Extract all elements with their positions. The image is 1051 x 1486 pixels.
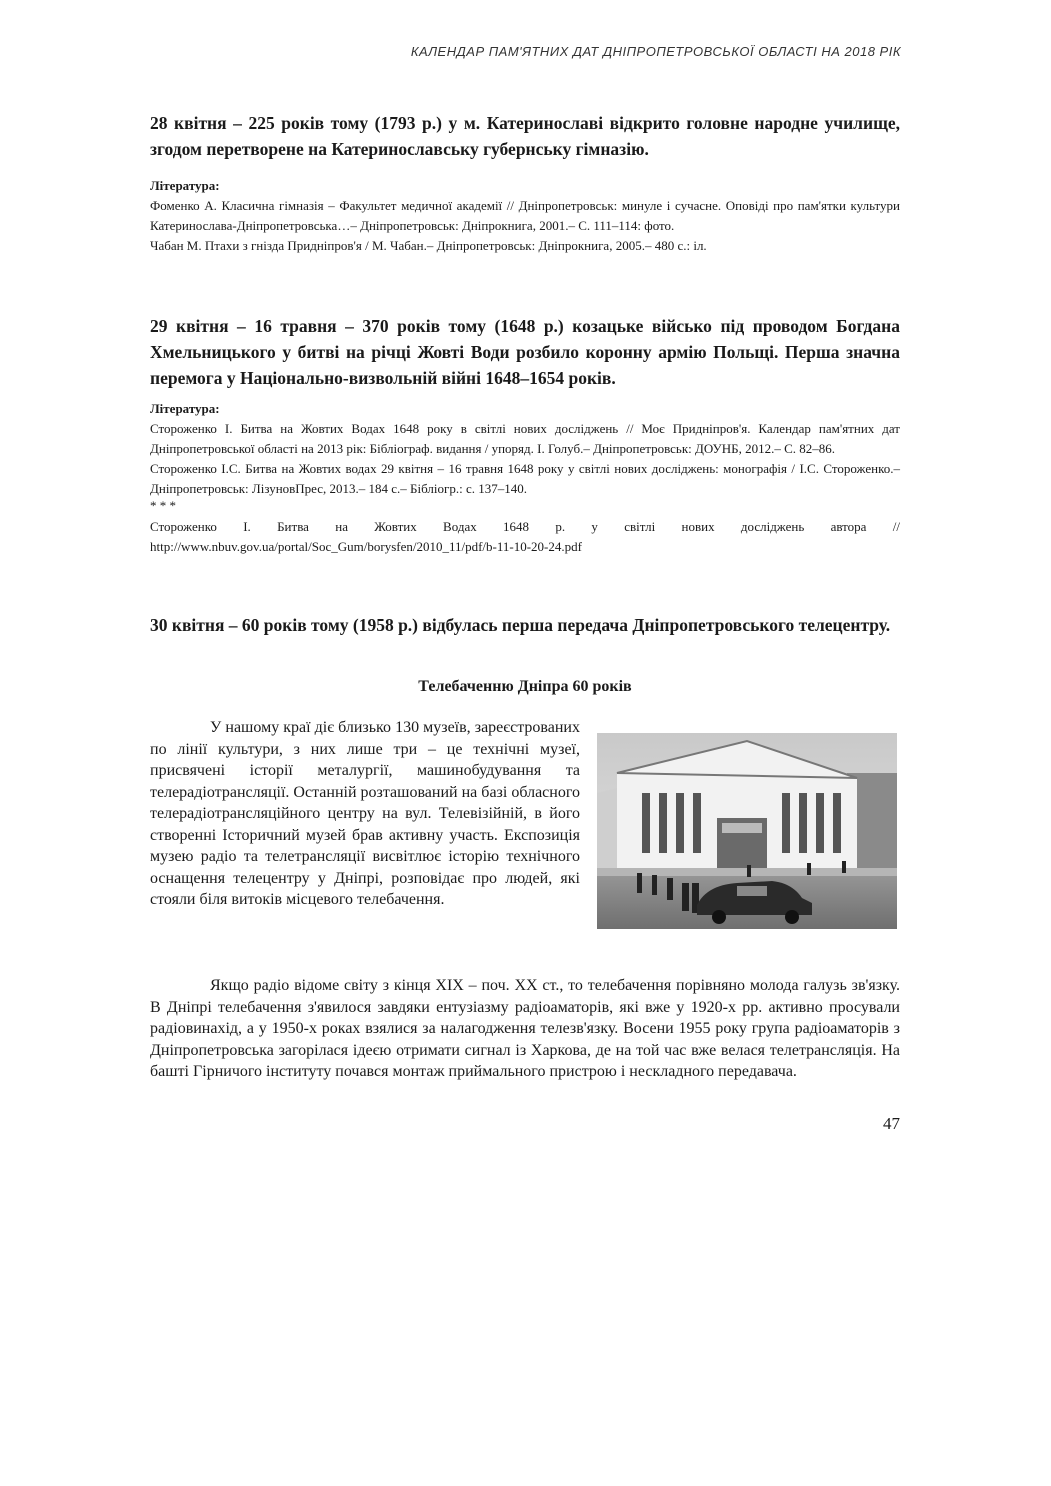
paragraph-text: Якщо радіо відоме світу з кінця XIX – поч. XX ст., то телебачення порівняно молода галузь зв'язку. В Дніпрі телебачення з'явилося завдяки ентузіазму радіоаматорів, які вже у 1920-х рр. активно просували радіовинахід, а у 1950-х роках взялися за налагодження телезв'язку. Восени 1955 року група радіоаматорів з Дніпропетровська загорілася ідеєю отримати сигнал із Харкова, де на той час вже велася телетрансляція. На башті Гірничого інституту почався монтаж приймального пристрою і нескладного передавача. [150,977,900,1080]
building-photo-illustration [597,733,897,929]
literature-item: Стороженко І. Битва на Жовтих Водах 1648 р. у світлі нових досліджень автора // http://www.nbuv.gov.ua/portal/Soc_Gum/borysfen/2010_11/pdf/b-11-10-20-24.pdf [150,519,900,554]
literature-item: Стороженко І.С. Битва на Жовтих водах 29 квітня – 16 травня 1648 року у світлі нових досліджень: монографія / І.С. Стороженко.– Дніпропетровськ: ЛізуновПрес, 2013.– 184 с.– Бібліогр.: с. 137–140. [150,461,900,496]
event-title-2: 29 квітня – 16 травня – 370 років тому (1648 р.) козацьке військо під проводом Богдана Хмельницького у битві на річці Жовті Води розбило коронну армію Польщі. Перша значна перемога у Національно-визвольній війні 1648–1654 років. [150,316,900,388]
event-title-1: 28 квітня – 225 років тому (1793 р.) у м. Катеринославі відкрито головне народне училище, згодом перетворене на Катеринославську губернську гімназію. [150,113,900,159]
literature-block-2 [150,399,900,557]
literature-item: Чабан М. Птахи з гнізда Придніпров'я / М. Чабан.– Дніпропетровськ: Дніпрокнига, 2005.– 480 с.: іл. [150,238,707,253]
tv-center-photo [597,733,897,929]
literature-heading: Література: [150,178,220,193]
literature-item: Стороженко І. Битва на Жовтих Водах 1648 року в світлі нових досліджень // Моє Придніпров'я. Календар пам'ятних дат Дніпропетровської області на 2013 рік: Бібліограф. видання / упоряд. І. Голуб.– Дніпропетровськ: ДОУНБ, 2012.– С. 82–86. [150,421,900,456]
page-number: 47 [883,1114,900,1133]
literature-item: Фоменко А. Класична гімназія – Факультет медичної академії // Дніпропетровськ: минуле і сучасне. Оповіді про пам'ятки культури Катеринослава-Дніпропетровська…– Дніпропетровськ: Дніпрокнига, 2001.– С. 111–114: фото. [150,198,900,233]
separator-stars: * * * [150,498,176,513]
article-paragraph-1 [150,717,580,911]
literature-heading: Література: [150,401,220,416]
paragraph-text: У нашому краї діє близько 130 музеїв, зареєстрованих по лінії культури, з них лише три – це технічні музеї, присвячені історії металургії, машинобудування та телерадіотрансляції. Останній розташований на базі обласного телерадіотрансляційного центру на вул. Телевізійній, в його створенні Історичний музей брав активну участь. Експозиція музею радіо та телетрансляції висвітлює історію технічного оснащення телецентру у Дніпрі, розповідає про людей, які стояли біля витоків місцевого телебачення. [150,719,580,908]
event-title-3: 30 квітня – 60 років тому (1958 р.) відбулась перша передача Дніпропетровського телецентру. [150,615,891,635]
article-paragraph-2 [150,975,900,1083]
literature-block-1 [150,176,900,256]
running-header: КАЛЕНДАР ПАМ'ЯТНИХ ДАТ ДНІПРОПЕТРОВСЬКОЇ ОБЛАСТІ НА 2018 РІК [410,44,901,59]
article-subtitle: Телебаченню Дніпра 60 років [418,678,632,695]
